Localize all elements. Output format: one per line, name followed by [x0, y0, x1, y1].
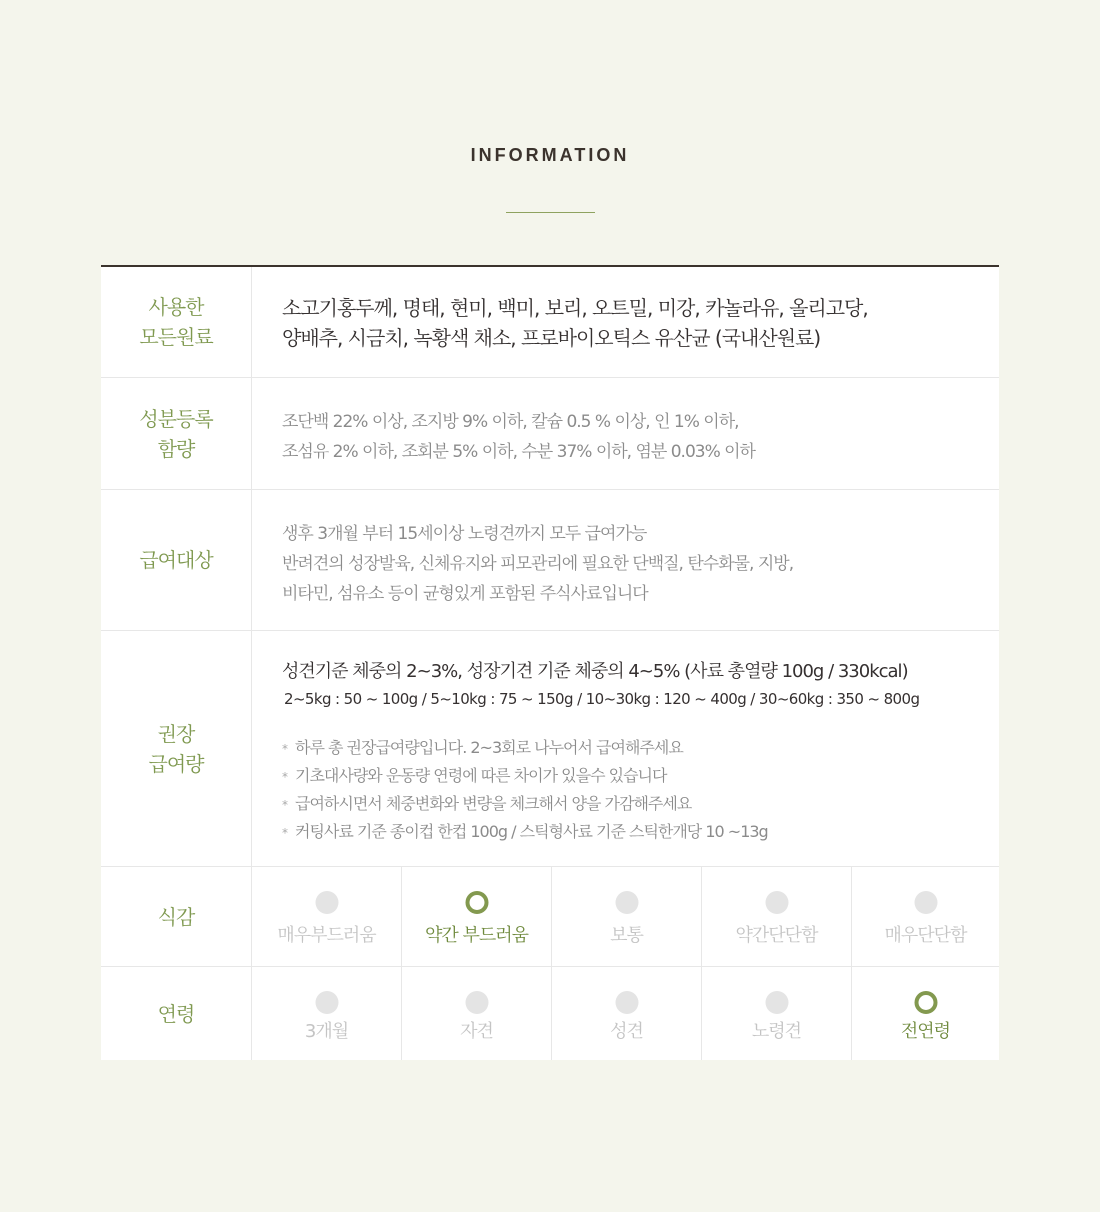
- texture-option: [702, 867, 852, 966]
- age-option-label: 노령견: [751, 1021, 802, 1042]
- target-line: 생후 3개월 부터 15세이상 노령견까지 모두 급여가능: [282, 524, 647, 544]
- circle-icon: [765, 891, 788, 914]
- texture-option-label: 매우단단함: [884, 925, 967, 946]
- feeding-note: [282, 763, 666, 786]
- circle-icon: [765, 991, 788, 1014]
- asterisk-icon: *: [282, 770, 287, 784]
- feeding-weight-table: 2~5kg : 50 ~ 100g / 5~10kg : 75 ~ 150g / 10~30kg : 120 ~ 400g / 30~60kg : 350 ~ 800g: [284, 690, 920, 708]
- note-text: 하루 총 권장급여량입니다. 2~3회로 나누어서 급여해주세요: [295, 738, 683, 757]
- age-option: [402, 967, 552, 1060]
- row-head-texture: [101, 867, 252, 966]
- head-line: 함량: [157, 436, 195, 461]
- info-table: [101, 265, 999, 1060]
- age-option-label: 전연령: [900, 1021, 951, 1042]
- target-line: 반려견의 성장발육, 신체유지와 피모관리에 필요한 단백질, 탄수화물, 지방,: [282, 554, 794, 574]
- row-head-target: [101, 490, 252, 630]
- asterisk-icon: *: [282, 826, 287, 840]
- texture-option: [402, 867, 552, 966]
- circle-icon: [615, 891, 638, 914]
- feeding-note: [282, 735, 683, 758]
- row-head-feeding: [101, 631, 252, 866]
- age-option: [552, 967, 702, 1060]
- selected-circle-icon: [914, 991, 937, 1014]
- row-analysis: [101, 378, 999, 490]
- ingredients-line: 양배추, 시금치, 녹황색 채소, 프로바이오틱스 유산균 (국내산원료): [282, 326, 821, 350]
- head-line: 식감: [157, 904, 195, 929]
- row-target: [101, 490, 999, 631]
- texture-option-label: 매우부드러움: [277, 925, 376, 946]
- row-head-age: [101, 967, 252, 1060]
- title-divider: [506, 212, 595, 213]
- row-feeding: [101, 631, 999, 867]
- feeding-note: [282, 819, 768, 842]
- ingredients-line: 소고기홍두께, 명태, 현미, 백미, 보리, 오트밀, 미강, 카놀라유, 올리고당,: [282, 296, 868, 320]
- age-options: [252, 967, 999, 1060]
- circle-icon: [914, 891, 937, 914]
- head-line: 연령: [157, 1001, 195, 1026]
- head-line: 사용한: [148, 295, 204, 319]
- circle-icon: [615, 991, 638, 1014]
- asterisk-icon: *: [282, 742, 287, 756]
- target-body: [252, 490, 999, 630]
- head-line: 권장: [157, 721, 195, 746]
- circle-icon: [465, 991, 488, 1014]
- row-texture: [101, 867, 999, 967]
- age-option: [252, 967, 402, 1060]
- asterisk-icon: *: [282, 798, 287, 812]
- note-text: 급여하시면서 체중변화와 변량을 체크해서 양을 가감해주세요: [295, 794, 692, 813]
- ingredients-body: [252, 267, 999, 377]
- analysis-line: 조단백 22% 이상, 조지방 9% 이하, 칼슘 0.5 % 이상, 인 1% 이하,: [282, 412, 739, 432]
- texture-option-label: 약간 부드러움: [424, 925, 529, 946]
- row-head-analysis: [101, 378, 252, 489]
- row-head-ingredients: [101, 267, 252, 377]
- analysis-line: 조섬유 2% 이하, 조회분 5% 이하, 수분 37% 이하, 염분 0.03% 이하: [282, 442, 755, 462]
- texture-option: [552, 867, 702, 966]
- feeding-main: 성견기준 체중의 2~3%, 성장기견 기준 체중의 4~5% (사료 총열량 100g / 330kcal): [282, 661, 908, 682]
- note-text: 기초대사량와 운동량 연령에 따른 차이가 있을수 있습니다: [295, 766, 667, 785]
- row-age: [101, 967, 999, 1060]
- circle-icon: [315, 891, 338, 914]
- row-ingredients: [101, 267, 999, 378]
- age-option-label: 성견: [610, 1021, 643, 1042]
- note-text: 커팅사료 기준 종이컵 한컵 100g / 스틱형사료 기준 스틱한개당 10 ~13g: [295, 822, 768, 841]
- head-line: 급여대상: [139, 548, 213, 572]
- head-line: 모든원료: [139, 325, 213, 349]
- circle-icon: [315, 991, 338, 1014]
- page-title: INFORMATION: [470, 145, 630, 165]
- texture-option: [252, 867, 402, 966]
- analysis-body: [252, 378, 999, 489]
- age-option: [702, 967, 852, 1060]
- feeding-body: [252, 631, 999, 866]
- texture-option-label: 약간단단함: [735, 925, 818, 946]
- head-line: 성분등록: [139, 406, 213, 431]
- age-option-label: 자견: [460, 1021, 493, 1042]
- feeding-note: [282, 791, 691, 814]
- age-option: [852, 967, 999, 1060]
- selected-circle-icon: [465, 891, 488, 914]
- texture-option: [852, 867, 999, 966]
- texture-option-label: 보통: [610, 925, 643, 946]
- target-line: 비타민, 섬유소 등이 균형있게 포함된 주식사료입니다: [282, 584, 648, 604]
- texture-options: [252, 867, 999, 966]
- head-line: 급여량: [148, 751, 204, 776]
- age-option-label: 3개월: [304, 1021, 349, 1042]
